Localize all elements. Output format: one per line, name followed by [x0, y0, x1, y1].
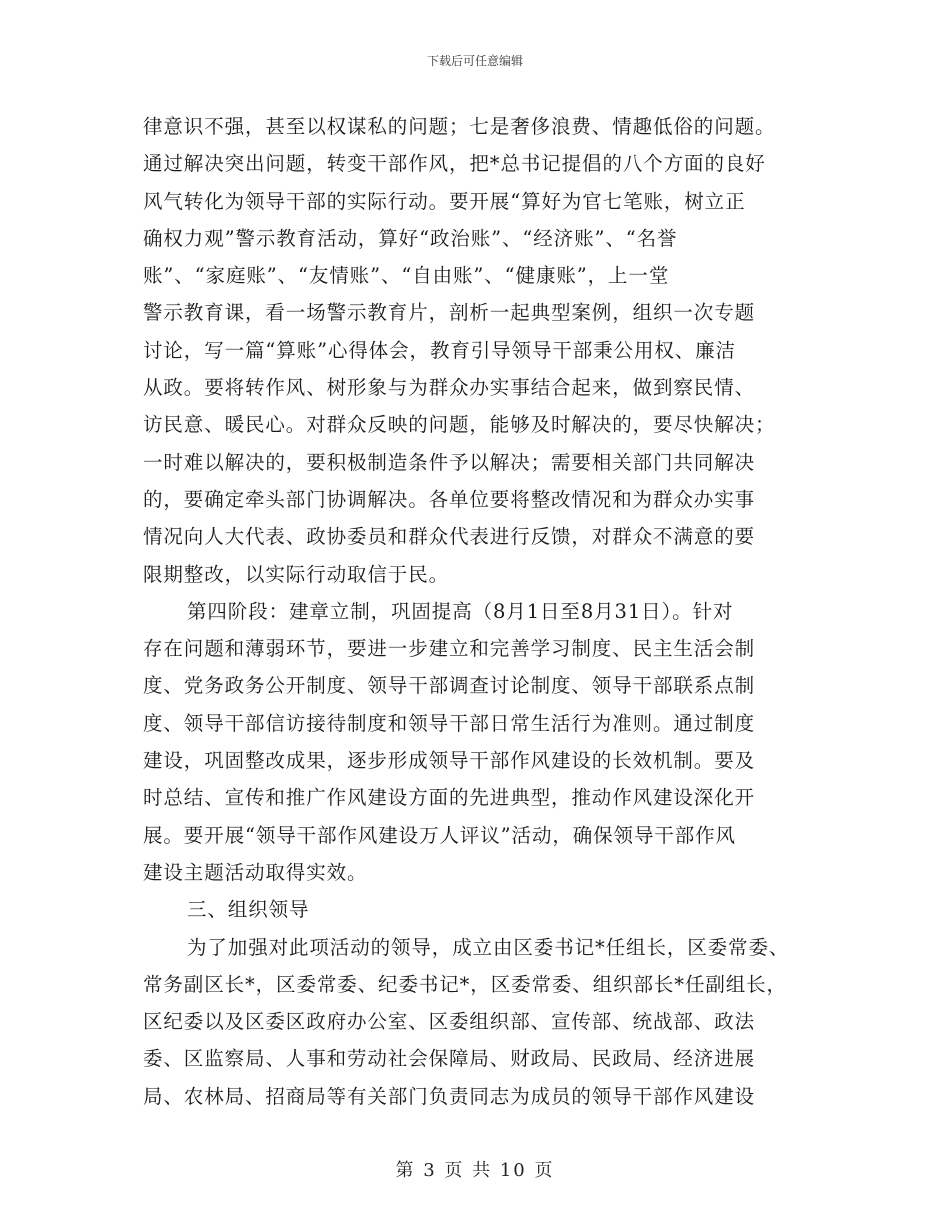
paragraph-start-line: 为了加强对此项活动的领导，成立由区委书记*任组长，区委常委、	[187, 935, 790, 959]
text-line: 度、党务政务公开制度、领导干部调查讨论制度、领导干部联系点制	[143, 674, 756, 698]
text-line: 情况向人大代表、政协委员和群众代表进行反馈，对群众不满意的要	[143, 525, 756, 549]
text-line: 度、领导干部信访接待制度和领导干部日常生活行为准则。通过制度	[143, 711, 756, 735]
page-header: 下载后可任意编辑	[426, 54, 523, 68]
text-line: 确权力观”警示教育活动，算好“政治账”、“经济账”、“名誉	[143, 226, 678, 250]
text-line: 展。要开展“领导干部作风建设万人评议”活动，确保领导干部作风	[143, 823, 736, 847]
text-line: 账”、“家庭账”、“友情账”、“自由账”、“健康账”，上一堂	[143, 264, 670, 288]
text-line: 警示教育课，看一场警示教育片，剖析一起典型案例，组织一次专题	[143, 301, 756, 325]
text-line: 建设主题活动取得实效。	[143, 860, 368, 884]
text-line: 风气转化为领导干部的实际行动。要开展“算好为官七笔账，树立正	[143, 189, 746, 213]
text-line: 一时难以解决的，要积极制造条件予以解决；需要相关部门共同解决	[143, 450, 756, 474]
section-heading: 三、组织领导	[187, 898, 310, 922]
paragraph-start-line: 第四阶段：建章立制，巩固提高（8月1日至8月31日）。针对	[187, 599, 734, 623]
text-line: 常务副区长*，区委常委、纪委书记*，区委常委、组织部长*任副组长，	[143, 972, 787, 996]
text-line: 限期整改，以实际行动取信于民。	[143, 562, 450, 586]
text-line: 讨论，写一篇“算账”心得体会，教育引导领导干部秉公用权、廉洁	[143, 338, 736, 362]
document-body	[143, 108, 833, 1115]
text-line: 建设，巩固整改成果，逐步形成领导干部作风建设的长效机制。要及	[143, 749, 756, 773]
text-line: 局、农林局、招商局等有关部门负责同志为成员的领导干部作风建设	[143, 1084, 756, 1108]
text-line: 的，要确定牵头部门协调解决。各单位要将整改情况和为群众办实事	[143, 487, 756, 511]
text-line: 存在问题和薄弱环节，要进一步建立和完善学习制度、民主生活会制	[143, 637, 756, 661]
text-line: 从政。要将转作风、树形象与为群众办实事结合起来，做到察民情、	[143, 376, 756, 400]
text-line: 区纪委以及区委区政府办公室、区委组织部、宣传部、统战部、政法	[143, 1010, 756, 1034]
text-line: 委、区监察局、人事和劳动社会保障局、财政局、民政局、经济进展	[143, 1047, 756, 1071]
text-line: 时总结、宣传和推广作风建设方面的先进典型，推动作风建设深化开	[143, 786, 756, 810]
text-line: 通过解决突出问题，转变干部作风，把*总书记提倡的八个方面的良好	[143, 152, 766, 176]
text-line: 律意识不强，甚至以权谋私的问题；七是奢侈浪费、情趣低俗的问题。	[143, 115, 776, 138]
page-footer: 第 3 页 共 10 页	[395, 1160, 555, 1181]
text-line: 访民意、暖民心。对群众反映的问题，能够及时解决的，要尽快解决；	[143, 413, 776, 437]
